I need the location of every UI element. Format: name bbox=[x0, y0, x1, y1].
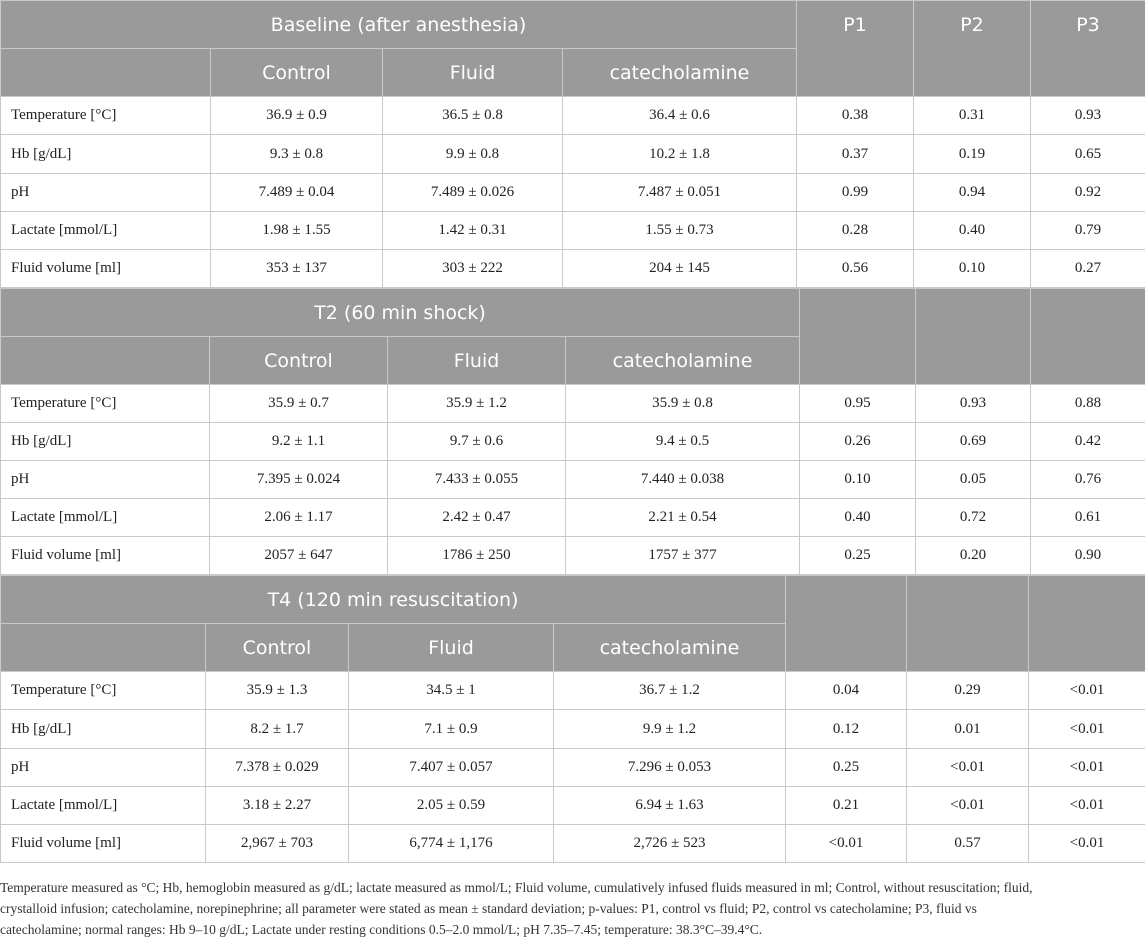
cell-catecholamine: 36.4 ± 0.6 bbox=[563, 97, 797, 135]
cell-fluid: 35.9 ± 1.2 bbox=[388, 385, 566, 423]
row-label: Temperature [°C] bbox=[1, 385, 210, 423]
row-label: Lactate [mmol/L] bbox=[1, 499, 210, 537]
cell-p3: <0.01 bbox=[1029, 786, 1145, 824]
cell-fluid: 1786 ± 250 bbox=[388, 537, 566, 575]
p2-header: P2 bbox=[914, 1, 1031, 97]
cell-fluid: 1.42 ± 0.31 bbox=[383, 211, 563, 249]
cell-catecholamine: 7.487 ± 0.051 bbox=[563, 173, 797, 211]
table-section-t2 bbox=[0, 288, 1145, 575]
row-label: pH bbox=[1, 173, 211, 211]
cell-p2: 0.94 bbox=[914, 173, 1031, 211]
cell-p2: <0.01 bbox=[907, 748, 1029, 786]
row-label: Fluid volume [ml] bbox=[1, 249, 211, 287]
cell-fluid: 2.05 ± 0.59 bbox=[349, 786, 554, 824]
footnote-line: Temperature measured as °C; Hb, hemoglobin measured as g/dL; lactate measured as mmol/L; Fluid volume, cumulatively infused fluids measured in ml; Control, without resuscitation; fluid, bbox=[0, 880, 1033, 895]
header-blank bbox=[1, 624, 206, 672]
group-header-control: Control bbox=[210, 337, 388, 385]
row-label: Hb [g/dL] bbox=[1, 135, 211, 173]
cell-fluid: 9.7 ± 0.6 bbox=[388, 423, 566, 461]
cell-p2: 0.01 bbox=[907, 710, 1029, 748]
table-row bbox=[1, 423, 1145, 461]
cell-p1: 0.56 bbox=[797, 249, 914, 287]
p1-header: P1 bbox=[797, 1, 914, 97]
cell-p2: 0.05 bbox=[916, 461, 1031, 499]
cell-fluid: 7.1 ± 0.9 bbox=[349, 710, 554, 748]
table-row bbox=[1, 211, 1145, 249]
cell-control: 9.3 ± 0.8 bbox=[211, 135, 383, 173]
cell-p3: 0.42 bbox=[1031, 423, 1145, 461]
cell-p1: 0.28 bbox=[797, 211, 914, 249]
section-title: Baseline (after anesthesia) bbox=[1, 1, 797, 49]
row-label: Temperature [°C] bbox=[1, 672, 206, 710]
group-header-fluid: Fluid bbox=[349, 624, 554, 672]
cell-p3: 0.88 bbox=[1031, 385, 1145, 423]
cell-p1: 0.95 bbox=[800, 385, 916, 423]
table-row bbox=[1, 824, 1145, 862]
table-row bbox=[1, 135, 1145, 173]
cell-catecholamine: 6.94 ± 1.63 bbox=[554, 786, 786, 824]
cell-p2: 0.40 bbox=[914, 211, 1031, 249]
cell-p2: <0.01 bbox=[907, 786, 1029, 824]
baseline-table bbox=[0, 0, 1145, 288]
table-row bbox=[1, 672, 1145, 710]
cell-p3: <0.01 bbox=[1029, 824, 1145, 862]
cell-p2: 0.10 bbox=[914, 249, 1031, 287]
cell-control: 8.2 ± 1.7 bbox=[206, 710, 349, 748]
table-row bbox=[1, 537, 1145, 575]
cell-p1: 0.99 bbox=[797, 173, 914, 211]
row-label: pH bbox=[1, 461, 210, 499]
cell-control: 7.378 ± 0.029 bbox=[206, 748, 349, 786]
cell-fluid: 7.489 ± 0.026 bbox=[383, 173, 563, 211]
cell-catecholamine: 2.21 ± 0.54 bbox=[566, 499, 800, 537]
cell-catecholamine: 9.9 ± 1.2 bbox=[554, 710, 786, 748]
table-row bbox=[1, 97, 1145, 135]
p-header-blank bbox=[1031, 289, 1145, 385]
cell-p3: <0.01 bbox=[1029, 710, 1145, 748]
section-title: T2 (60 min shock) bbox=[1, 289, 800, 337]
footnote-line: catecholamine; normal ranges: Hb 9–10 g/dL; Lactate under resting conditions 0.5–2.0 mmol/L; pH 7.35–7.45; temperature: 38.3°C–39.4°C. bbox=[0, 922, 763, 937]
cell-control: 2,967 ± 703 bbox=[206, 824, 349, 862]
table-footnote bbox=[0, 877, 1130, 940]
cell-p2: 0.72 bbox=[916, 499, 1031, 537]
cell-catecholamine: 2,726 ± 523 bbox=[554, 824, 786, 862]
group-header-catecholamine: catecholamine bbox=[554, 624, 786, 672]
cell-catecholamine: 204 ± 145 bbox=[563, 249, 797, 287]
t2-table bbox=[0, 288, 1145, 575]
header-blank bbox=[1, 49, 211, 97]
table-section-baseline bbox=[0, 0, 1145, 288]
group-header-fluid: Fluid bbox=[383, 49, 563, 97]
cell-control: 36.9 ± 0.9 bbox=[211, 97, 383, 135]
cell-catecholamine: 7.296 ± 0.053 bbox=[554, 748, 786, 786]
cell-control: 35.9 ± 1.3 bbox=[206, 672, 349, 710]
row-label: Lactate [mmol/L] bbox=[1, 211, 211, 249]
cell-p3: 0.65 bbox=[1031, 135, 1145, 173]
cell-fluid: 7.433 ± 0.055 bbox=[388, 461, 566, 499]
p-header-blank bbox=[786, 576, 907, 672]
table-row bbox=[1, 786, 1145, 824]
cell-catecholamine: 1757 ± 377 bbox=[566, 537, 800, 575]
cell-p1: <0.01 bbox=[786, 824, 907, 862]
cell-control: 7.395 ± 0.024 bbox=[210, 461, 388, 499]
group-header-fluid: Fluid bbox=[388, 337, 566, 385]
cell-p2: 0.93 bbox=[916, 385, 1031, 423]
cell-control: 2057 ± 647 bbox=[210, 537, 388, 575]
row-label: Hb [g/dL] bbox=[1, 423, 210, 461]
cell-p2: 0.20 bbox=[916, 537, 1031, 575]
cell-fluid: 303 ± 222 bbox=[383, 249, 563, 287]
cell-p2: 0.29 bbox=[907, 672, 1029, 710]
t4-table bbox=[0, 575, 1145, 863]
cell-fluid: 9.9 ± 0.8 bbox=[383, 135, 563, 173]
cell-control: 9.2 ± 1.1 bbox=[210, 423, 388, 461]
row-label: Fluid volume [ml] bbox=[1, 537, 210, 575]
table-row bbox=[1, 173, 1145, 211]
cell-control: 7.489 ± 0.04 bbox=[211, 173, 383, 211]
cell-p3: 0.61 bbox=[1031, 499, 1145, 537]
row-label: pH bbox=[1, 748, 206, 786]
table-section-t4 bbox=[0, 575, 1145, 863]
cell-catecholamine: 1.55 ± 0.73 bbox=[563, 211, 797, 249]
cell-p3: <0.01 bbox=[1029, 672, 1145, 710]
cell-fluid: 7.407 ± 0.057 bbox=[349, 748, 554, 786]
cell-p1: 0.26 bbox=[800, 423, 916, 461]
row-label: Lactate [mmol/L] bbox=[1, 786, 206, 824]
cell-p3: 0.90 bbox=[1031, 537, 1145, 575]
cell-p2: 0.69 bbox=[916, 423, 1031, 461]
header-blank bbox=[1, 337, 210, 385]
table-row bbox=[1, 499, 1145, 537]
cell-control: 2.06 ± 1.17 bbox=[210, 499, 388, 537]
cell-control: 353 ± 137 bbox=[211, 249, 383, 287]
footnote-line: crystalloid infusion; catecholamine, norepinephrine; all parameter were stated as mean ± standard deviation; p-values: P1, control vs fluid; P2, control vs catecholamine; P3, fluid vs bbox=[0, 901, 977, 916]
table-row bbox=[1, 748, 1145, 786]
cell-control: 35.9 ± 0.7 bbox=[210, 385, 388, 423]
cell-control: 3.18 ± 2.27 bbox=[206, 786, 349, 824]
cell-p1: 0.12 bbox=[786, 710, 907, 748]
cell-catecholamine: 9.4 ± 0.5 bbox=[566, 423, 800, 461]
p-header-blank bbox=[916, 289, 1031, 385]
cell-p1: 0.38 bbox=[797, 97, 914, 135]
cell-p1: 0.21 bbox=[786, 786, 907, 824]
cell-p3: 0.93 bbox=[1031, 97, 1145, 135]
group-header-control: Control bbox=[206, 624, 349, 672]
cell-p2: 0.31 bbox=[914, 97, 1031, 135]
cell-fluid: 34.5 ± 1 bbox=[349, 672, 554, 710]
table-row bbox=[1, 249, 1145, 287]
cell-p3: 0.92 bbox=[1031, 173, 1145, 211]
cell-p1: 0.40 bbox=[800, 499, 916, 537]
p-header-blank bbox=[1029, 576, 1145, 672]
cell-p1: 0.25 bbox=[800, 537, 916, 575]
cell-fluid: 6,774 ± 1,176 bbox=[349, 824, 554, 862]
group-header-control: Control bbox=[211, 49, 383, 97]
table-row bbox=[1, 385, 1145, 423]
cell-fluid: 2.42 ± 0.47 bbox=[388, 499, 566, 537]
p-header-blank bbox=[907, 576, 1029, 672]
cell-p3: 0.79 bbox=[1031, 211, 1145, 249]
cell-catecholamine: 36.7 ± 1.2 bbox=[554, 672, 786, 710]
table-row bbox=[1, 710, 1145, 748]
cell-p2: 0.57 bbox=[907, 824, 1029, 862]
cell-p1: 0.10 bbox=[800, 461, 916, 499]
row-label: Temperature [°C] bbox=[1, 97, 211, 135]
group-header-catecholamine: catecholamine bbox=[563, 49, 797, 97]
cell-p1: 0.37 bbox=[797, 135, 914, 173]
group-header-catecholamine: catecholamine bbox=[566, 337, 800, 385]
cell-p2: 0.19 bbox=[914, 135, 1031, 173]
cell-p3: <0.01 bbox=[1029, 748, 1145, 786]
cell-p1: 0.25 bbox=[786, 748, 907, 786]
cell-fluid: 36.5 ± 0.8 bbox=[383, 97, 563, 135]
cell-p3: 0.27 bbox=[1031, 249, 1145, 287]
cell-catecholamine: 35.9 ± 0.8 bbox=[566, 385, 800, 423]
cell-catecholamine: 7.440 ± 0.038 bbox=[566, 461, 800, 499]
row-label: Fluid volume [ml] bbox=[1, 824, 206, 862]
table-row bbox=[1, 461, 1145, 499]
cell-control: 1.98 ± 1.55 bbox=[211, 211, 383, 249]
p-header-blank bbox=[800, 289, 916, 385]
row-label: Hb [g/dL] bbox=[1, 710, 206, 748]
cell-p3: 0.76 bbox=[1031, 461, 1145, 499]
section-title: T4 (120 min resuscitation) bbox=[1, 576, 786, 624]
cell-catecholamine: 10.2 ± 1.8 bbox=[563, 135, 797, 173]
p3-header: P3 bbox=[1031, 1, 1145, 97]
cell-p1: 0.04 bbox=[786, 672, 907, 710]
